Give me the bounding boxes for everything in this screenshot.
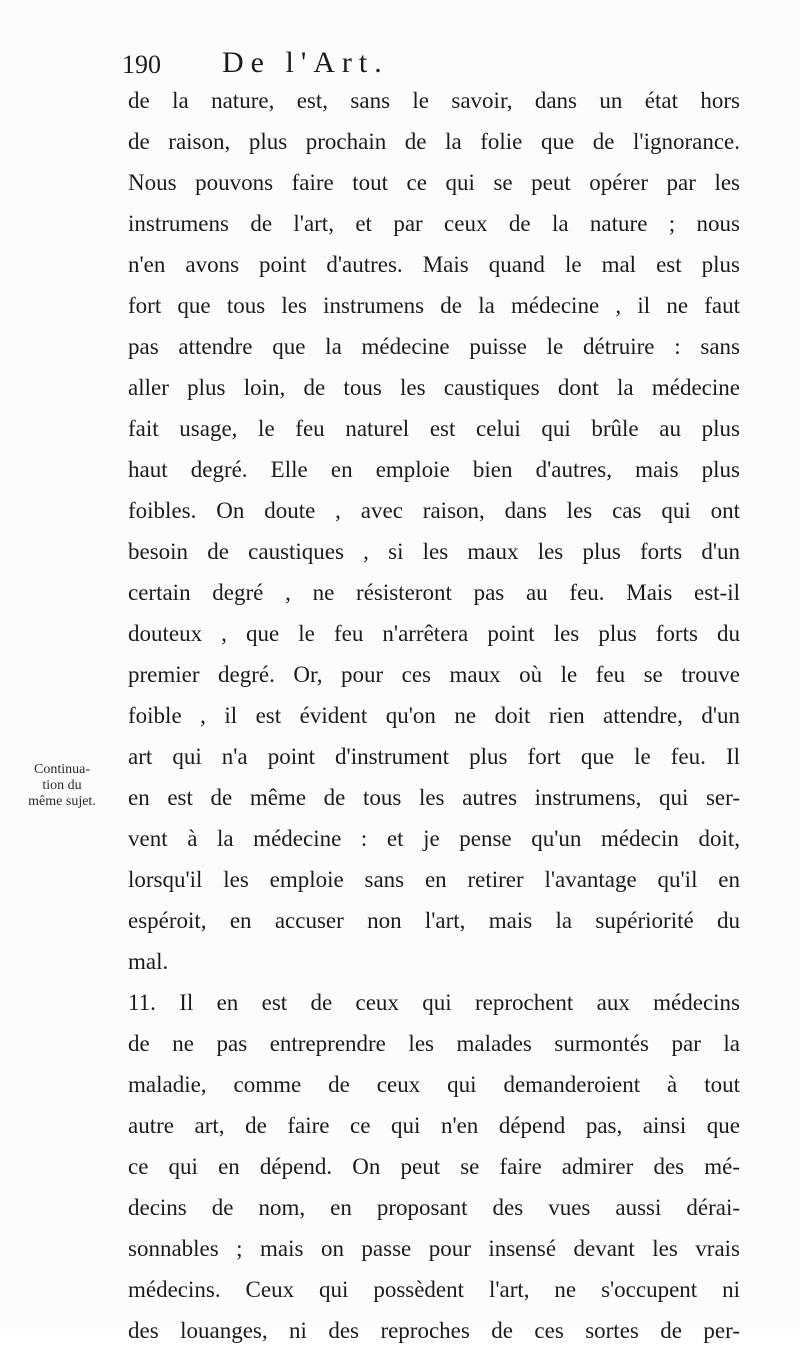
- text-line: besoin de caustiques , si les maux les plus forts d'un: [128, 539, 740, 564]
- text-line: sonnables ; mais on passe pour insensé devant les vrais: [128, 1236, 740, 1261]
- text-line: premier degré. Or, pour ces maux où le feu se trouve: [128, 662, 740, 687]
- running-head: De l'Art.: [222, 46, 389, 79]
- body-text: [128, 80, 740, 1351]
- text-line: pas attendre que la médecine puisse le détruire : sans: [128, 334, 740, 359]
- text-line: douteux , que le feu n'arrêtera point les plus forts du: [128, 621, 740, 646]
- text-line: aller plus loin, de tous les caustiques dont la médecine: [128, 375, 740, 400]
- text-line: autre art, de faire ce qui n'en dépend pas, ainsi que: [128, 1113, 740, 1138]
- text-line: fort que tous les instrumens de la médecine , il ne faut: [128, 293, 740, 318]
- page-number: 190: [122, 50, 161, 79]
- text-line: espéroit, en accuser non l'art, mais la supériorité du: [128, 908, 740, 933]
- text-line: instrumens de l'art, et par ceux de la nature ; nous: [128, 211, 740, 236]
- text-line: lorsqu'il les emploie sans en retirer l'avantage qu'il en: [128, 867, 740, 892]
- margin-note-line: tion du: [42, 778, 82, 793]
- text-line: fait usage, le feu naturel est celui qui brûle au plus: [128, 416, 740, 441]
- text-line: médecins. Ceux qui possèdent l'art, ne s'occupent ni: [128, 1277, 740, 1302]
- text-line: vent à la médecine : et je pense qu'un médecin doit,: [128, 826, 740, 851]
- margin-note: [0, 762, 124, 810]
- text-line: maladie, comme de ceux qui demanderoient à tout: [128, 1072, 740, 1097]
- text-line: de ne pas entreprendre les malades surmontés par la: [128, 1031, 740, 1056]
- text-line: decins de nom, en proposant des vues aussi dérai-: [128, 1195, 740, 1220]
- margin-note-line: Continua-: [34, 762, 90, 777]
- text-line: ce qui en dépend. On peut se faire admirer des mé-: [128, 1154, 740, 1179]
- margin-note-line: même sujet.: [28, 794, 96, 809]
- text-line: art qui n'a point d'instrument plus fort que le feu. Il: [128, 744, 740, 769]
- text-line: mal.: [128, 949, 169, 974]
- text-line: haut degré. Elle en emploie bien d'autres, mais plus: [128, 457, 740, 482]
- text-line: de la nature, est, sans le savoir, dans un état hors: [128, 88, 740, 113]
- text-line: foibles. On doute , avec raison, dans les cas qui ont: [128, 498, 740, 523]
- text-line: foible , il est évident qu'on ne doit rien attendre, d'un: [128, 703, 740, 728]
- text-line: n'en avons point d'autres. Mais quand le mal est plus: [128, 252, 740, 277]
- text-line: des louanges, ni des reproches de ces sortes de per-: [128, 1318, 740, 1343]
- text-line: 11. Il en est de ceux qui reprochent aux médecins: [128, 990, 740, 1015]
- text-line: de raison, plus prochain de la folie que de l'ignorance.: [128, 129, 740, 154]
- text-line: Nous pouvons faire tout ce qui se peut opérer par les: [128, 170, 740, 195]
- text-line: certain degré , ne résisteront pas au feu. Mais est-il: [128, 580, 740, 605]
- text-line: en est de même de tous les autres instrumens, qui ser-: [128, 785, 740, 810]
